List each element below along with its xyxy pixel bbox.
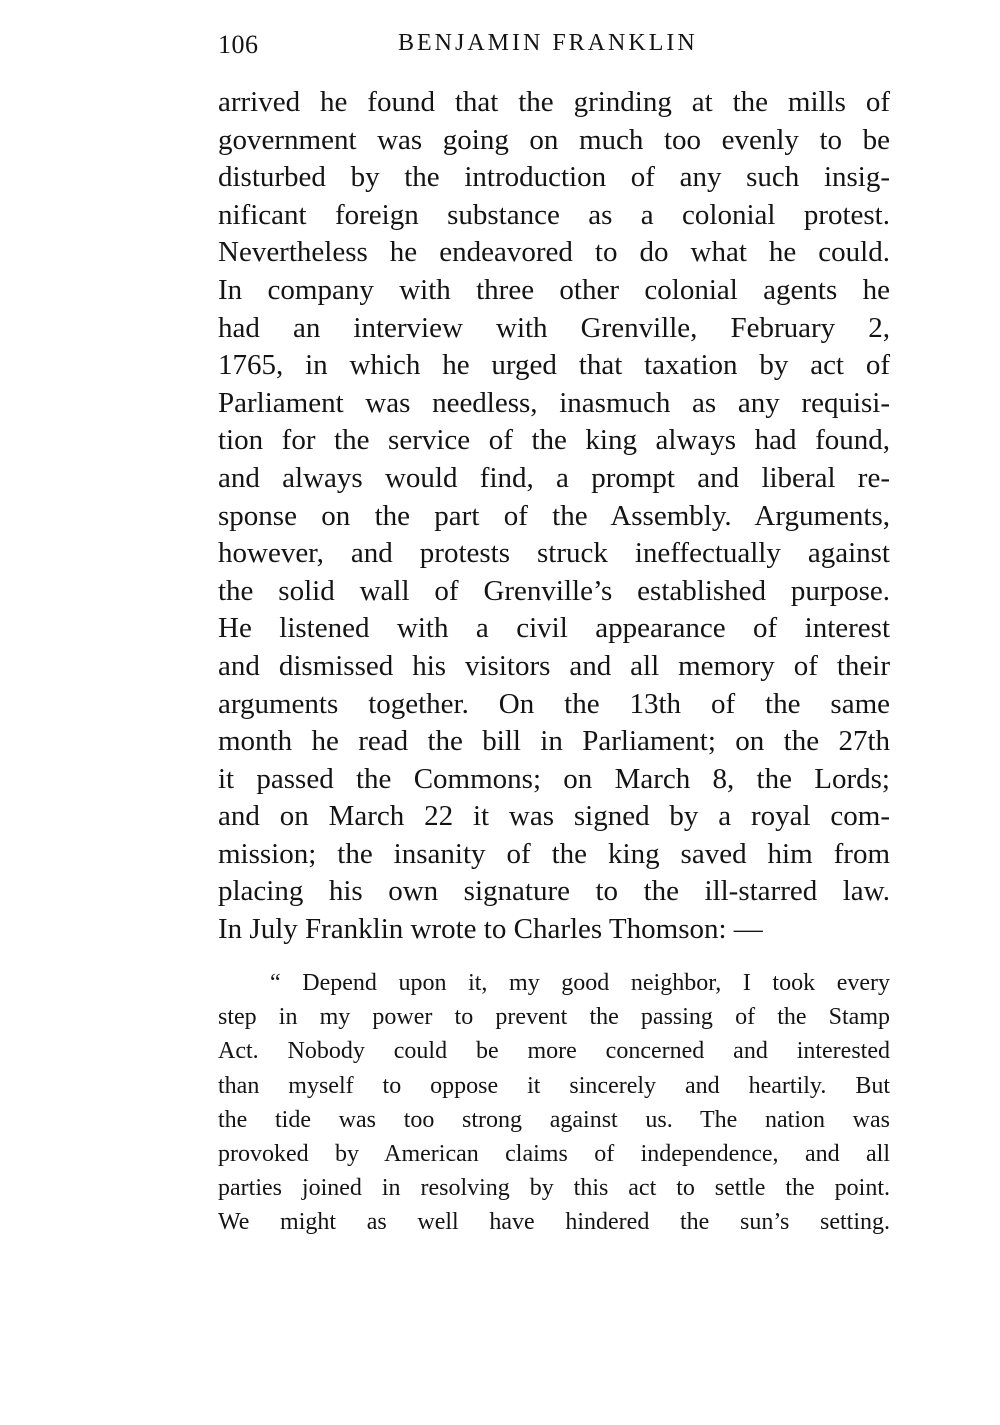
text-line: Nevertheless he endeavored to do what he could. xyxy=(218,236,890,269)
quote-line: “ Depend upon it, my good neighbor, I took every xyxy=(270,970,890,996)
quote-line: the tide was too strong against us. The nation was xyxy=(218,1106,890,1133)
text-line: however, and protests struck ineffectually against xyxy=(218,537,890,570)
running-head: BENJAMIN FRANKLIN xyxy=(398,30,698,56)
text-line: disturbed by the introduction of any such insig- xyxy=(218,161,890,194)
text-line: mission; the insanity of the king saved him from xyxy=(218,837,890,870)
quote-line: Act. Nobody could be more concerned and interested xyxy=(218,1038,890,1065)
quote-line: parties joined in resolving by this act to settle the point. xyxy=(218,1175,890,1202)
page-number: 106 xyxy=(218,30,259,59)
block-quote xyxy=(218,966,890,1240)
text-line: and dismissed his visitors and all memory of their xyxy=(218,649,890,682)
quote-line: step in my power to prevent the passing of the Stamp xyxy=(218,1004,890,1031)
text-line: and always would find, a prompt and liberal re- xyxy=(218,461,890,494)
text-line: 1765, in which he urged that taxation by act of xyxy=(218,349,890,382)
quote-line: than myself to oppose it sincerely and heartily. But xyxy=(218,1072,890,1099)
text-line: it passed the Commons; on March 8, the Lords; xyxy=(218,762,890,795)
quote-line: provoked by American claims of independence, and all xyxy=(218,1140,890,1167)
text-line: month he read the bill in Parliament; on the 27th xyxy=(218,725,890,758)
text-line: In July Franklin wrote to Charles Thomson: — xyxy=(218,913,763,946)
text-line: He listened with a civil appearance of interest xyxy=(218,612,890,645)
page-header xyxy=(218,30,890,66)
text-line: the solid wall of Grenville’s established purpose. xyxy=(218,574,890,607)
text-line: placing his own signature to the ill-starred law. xyxy=(218,875,890,908)
text-line: had an interview with Grenville, February 2, xyxy=(218,311,890,344)
text-line: In company with three other colonial agents he xyxy=(218,273,890,306)
text-line: government was going on much too evenly to be xyxy=(218,123,890,156)
text-line: and on March 22 it was signed by a royal com- xyxy=(218,800,890,833)
text-line: tion for the service of the king always had found, xyxy=(218,424,890,457)
quote-line: We might as well have hindered the sun’s setting. xyxy=(218,1209,890,1236)
text-line: arrived he found that the grinding at the mills of xyxy=(218,86,890,118)
text-line: nificant foreign substance as a colonial protest. xyxy=(218,198,890,231)
text-line: sponse on the part of the Assembly. Arguments, xyxy=(218,499,890,532)
text-line: arguments together. On the 13th of the same xyxy=(218,687,890,720)
body-paragraph xyxy=(218,84,890,949)
text-line: Parliament was needless, inasmuch as any requisi- xyxy=(218,386,890,419)
